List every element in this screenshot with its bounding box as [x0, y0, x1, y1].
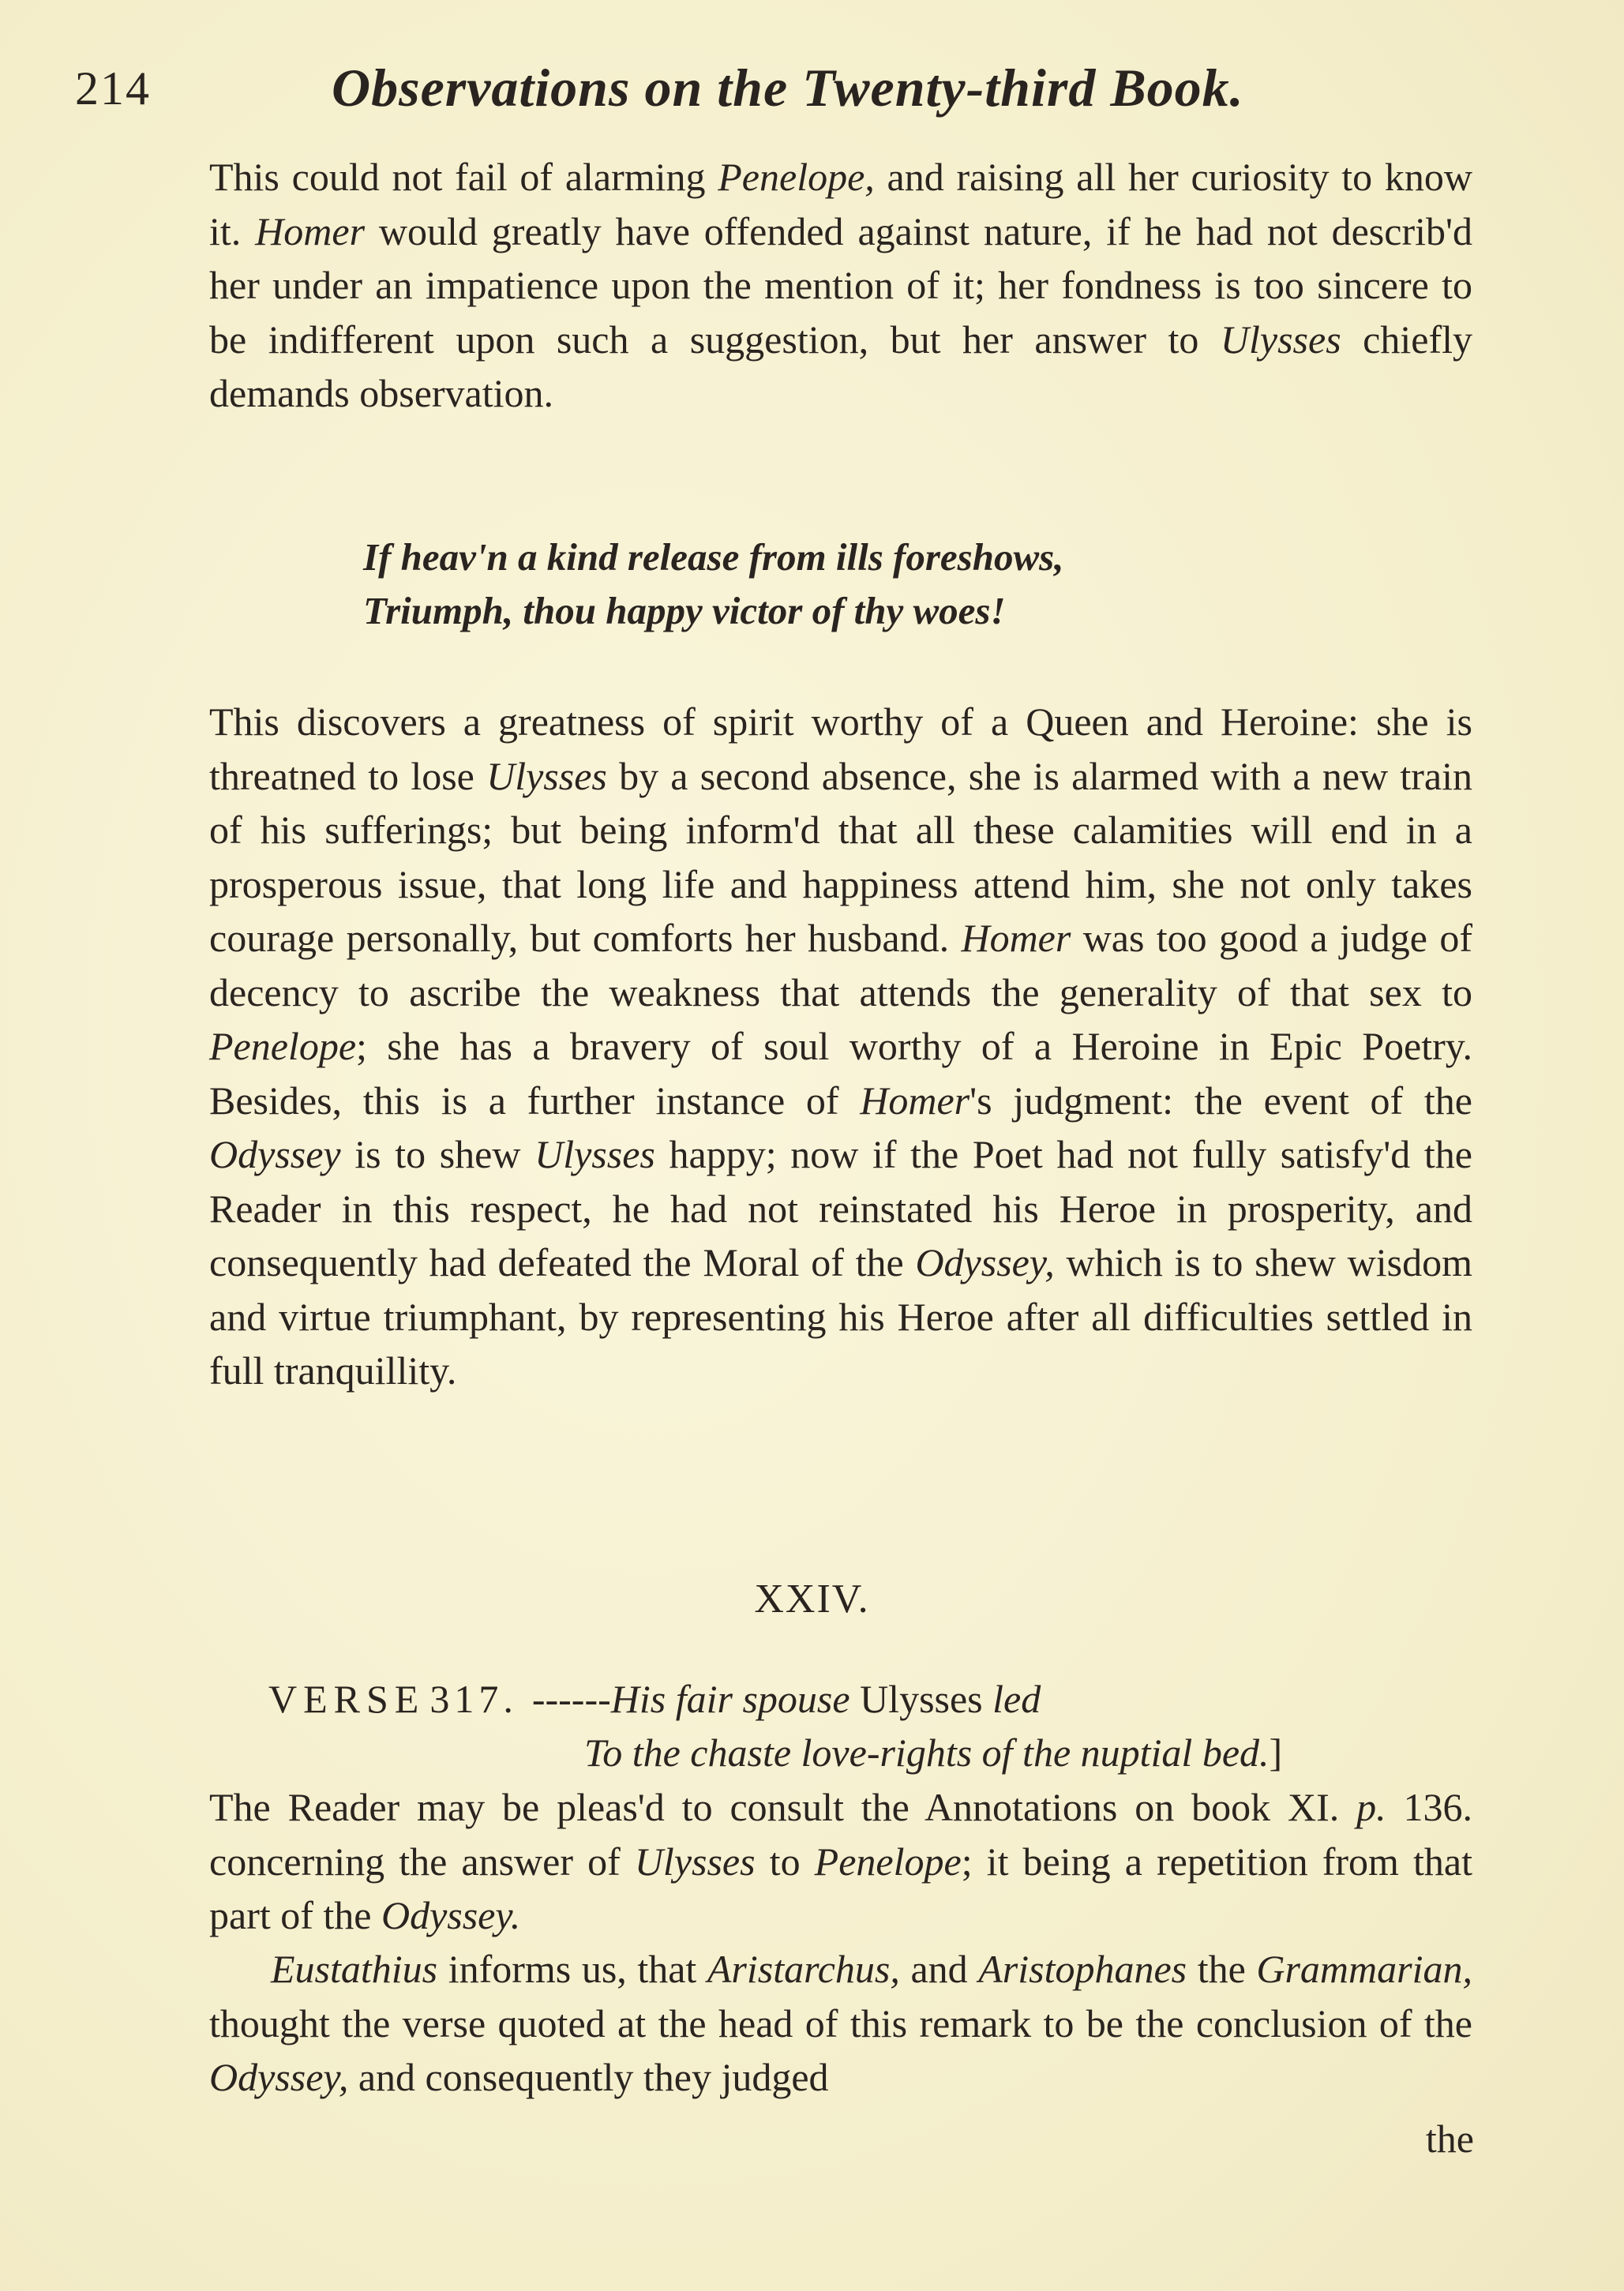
verse-reference: [268, 1672, 1476, 1779]
paragraph-eustathius: [209, 1942, 1472, 2105]
page-number: 214: [75, 62, 151, 114]
catchword: the: [1425, 2117, 1474, 2161]
quote-line-1: If heav'n a kind release from ills foreshows,: [363, 535, 1064, 579]
verse-quotation: [363, 531, 1311, 638]
quote-line-2: Triumph, thou happy victor of thy woes!: [363, 589, 1006, 632]
paragraph-text: Eustathius informs us, that Aristarchus, and Aristophanes the Grammarian, thought the verse quoted at the head of this remark to be the conclusion of the Odyssey, and consequently they judged: [209, 1947, 1472, 2099]
paragraph-annotations: [209, 1780, 1472, 1943]
paragraph-heroine: [209, 695, 1472, 1398]
paragraph-text: The Reader may be pleas'd to consult the Annotations on book XI. p. 136. concerning the answer of Ulysses to Penelope; it being a repetition from that part of the Odyssey.: [209, 1785, 1472, 1937]
verse-name: Ulysses: [860, 1677, 983, 1721]
running-head: Observations on the Twenty-third Book.: [332, 58, 1244, 118]
verse-reference-line-1: VERSE 317. ------His fair spouse Ulysses led: [268, 1677, 1041, 1721]
paragraph-penelope-alarm: [209, 150, 1472, 421]
page-header: [75, 47, 1496, 134]
verse-label: VERSE: [268, 1677, 426, 1721]
section-heading: XXIV.: [754, 1577, 870, 1622]
verse-reference-line-2: To the chaste love-rights of the nuptial bed.]: [584, 1730, 1283, 1775]
paragraph-text: This could not fail of alarming Penelope, and raising all her curiosity to know it. Homer would greatly have offended against nature, if he had not describ'd her under an impatience upon the mention of it; her fondness is too sincere to be indifferent upon such a suggestion, but her answer to Ulysses chiefly demands observation.: [209, 155, 1472, 415]
paragraph-text: This discovers a greatness of spirit worthy of a Queen and Heroine: she is threatned to lose Ulysses by a second absence, she is alarmed with a new train of his sufferings; but being inform'd that all these calamities will end in a prosperous issue, that long life and happiness attend him, she not only takes courage personally, but comforts her husband. Homer was too good a judge of decency to ascribe the weakness that attends the generality of that sex to Penelope; she has a bravery of soul worthy of a Heroine in Epic Poetry. Besides, this is a further instance of Homer's judgment: the event of the Odyssey is to shew Ulysses happy; now if the Poet had not fully satisfy'd the Reader in this respect, he had not reinstated his Heroe in prosperity, and consequently had defeated the Moral of the Odyssey, which is to shew wisdom and virtue triumphant, by representing his Heroe after all difficulties settled in full tranquillity.: [209, 699, 1472, 1393]
verse-number: 317.: [429, 1677, 518, 1721]
